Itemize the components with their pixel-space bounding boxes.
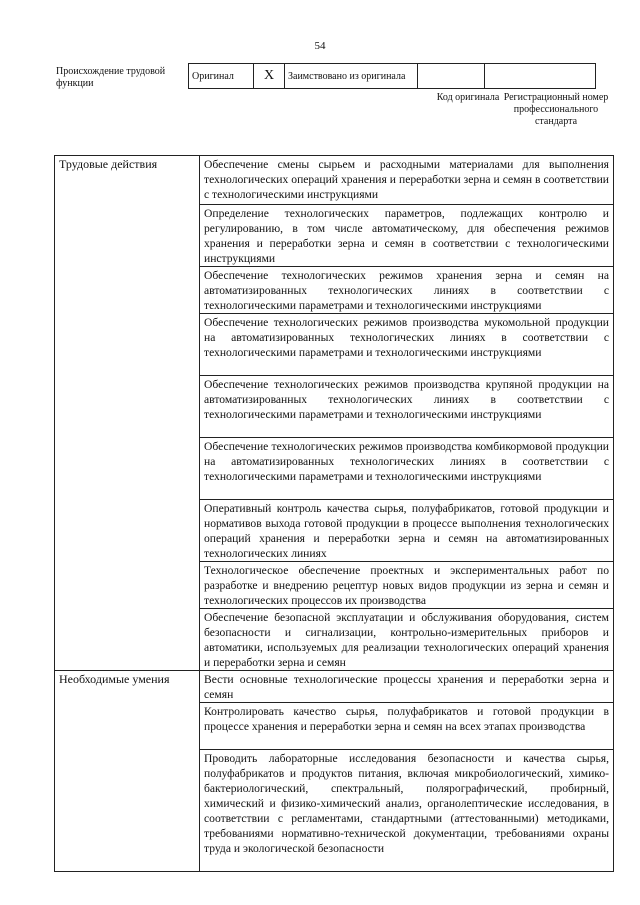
reg-number-caption: Регистрационный номер профессионального стандарта — [503, 92, 609, 127]
original-mark-cell — [254, 64, 285, 89]
labor-action-item: Оперативный контроль качества сырья, полуфабрикатов, готовой продукции и нормативов выхода готовой продукции в процессе выполнения технологических операций хранения и переработки зерна и семян на автоматизированных технологических линиях — [200, 500, 614, 562]
skill-item: Контролировать качество сырья, полуфабрикатов и готовой продукции в процессе хранения и переработки зерна и семян на всех этапах производства — [200, 703, 614, 750]
skill-item: Вести основные технологические процессы хранения и переработки зерна и семян — [200, 671, 614, 703]
origin-table — [188, 63, 596, 89]
labor-action-item: Обеспечение технологических режимов производства комбикормовой продукции на автоматизированных технологических линиях в соответствии с технологическими параметрами и технологическими инструкциями — [200, 438, 614, 500]
borrowed-label: Заимствовано из оригинала — [288, 70, 406, 82]
skill-item: Проводить лабораторные исследования безопасности и качества сырья, полуфабрикатов и продуктов питания, включая микробиологический, химико-бактериологический, спектральный, полярографический, пробирный, химический и физико-химический анализ, органолептические исследования, в соответствии с регламентами, стандартными (аттестованными) методиками, требованиями нормативно-технической документации, требованиями охраны труда и экологической безопасности — [200, 750, 614, 872]
labor-action-item: Обеспечение безопасной эксплуатации и обслуживания оборудования, систем безопасности и сигнализации, контрольно-измерительных приборов и автоматики, используемых для реализации технологических операций хранения и переработки зерна и семян — [200, 609, 614, 671]
section-title-labor-actions: Трудовые действия — [55, 156, 200, 671]
code-caption: Код оригинала — [436, 92, 500, 103]
original-label: Оригинал — [192, 70, 234, 82]
original-cell — [189, 64, 254, 89]
reg-number-cell — [485, 64, 596, 89]
origin-label: Происхождение трудовой функции — [56, 66, 166, 89]
labor-action-item: Обеспечение технологических режимов хранения зерна и семян на автоматизированных технологических линиях в соответствии с технологическими параметрами и технологическими инструкциями — [200, 267, 614, 314]
labor-action-item: Технологическое обеспечение проектных и экспериментальных работ по разработке и внедрению рецептур новых видов продукции из зерна и семян и технологических процессов их производства — [200, 562, 614, 609]
labor-action-item: Обеспечение смены сырьем и расходными материалами для выполнения технологических операций хранения и переработки зерна и семян в соответствии с технологическими инструкциями — [200, 156, 614, 205]
page-number: 54 — [314, 40, 326, 52]
table-row — [55, 156, 614, 205]
labor-action-item: Определение технологических параметров, подлежащих контролю и регулированию, в том числе автоматическому, для обеспечения режимов хранения и переработки зерна и семян в соответствии с технологическими инструкциями — [200, 205, 614, 267]
table-row — [55, 671, 614, 703]
borrowed-cell — [285, 64, 418, 89]
section-title-required-skills: Необходимые умения — [55, 671, 200, 872]
code-cell — [418, 64, 485, 89]
labor-action-item: Обеспечение технологических режимов производства мукомольной продукции на автоматизированных технологических линиях в соответствии с технологическими параметрами и технологическими инструкциями — [200, 314, 614, 376]
labor-action-item: Обеспечение технологических режимов производства крупяной продукции на автоматизированных технологических линиях в соответствии с технологическими параметрами и технологическими инструкциями — [200, 376, 614, 438]
original-mark: X — [263, 68, 275, 83]
labor-function-table — [54, 155, 614, 872]
